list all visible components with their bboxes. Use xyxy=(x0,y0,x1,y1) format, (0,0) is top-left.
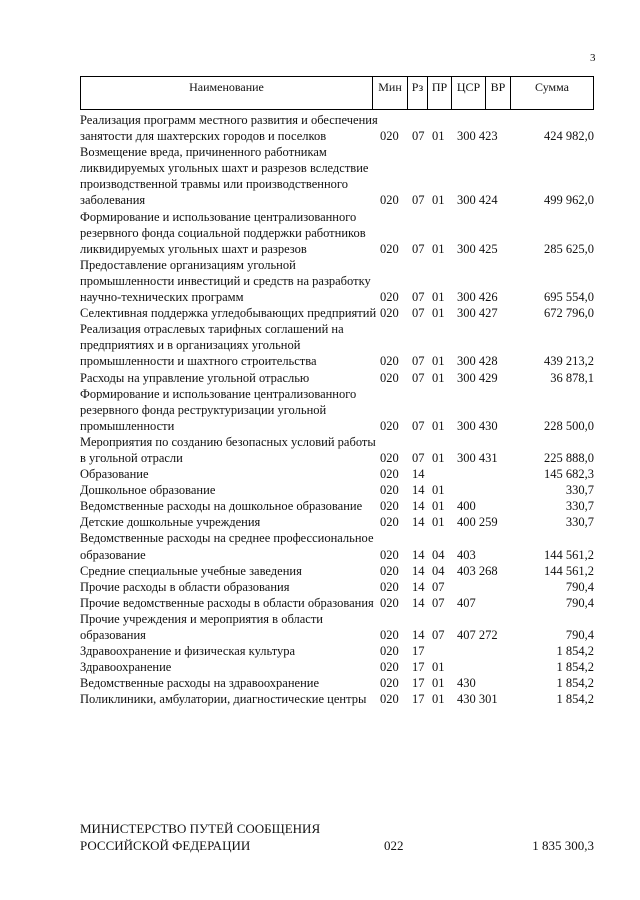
row-min: 020 xyxy=(380,547,399,562)
row-min: 020 xyxy=(380,644,399,659)
row-min: 020 xyxy=(380,692,399,707)
row-sum: 1 854,2 xyxy=(556,692,594,707)
header-vr: ВР xyxy=(486,77,511,109)
header-sum: Сумма xyxy=(535,80,569,94)
row-min: 020 xyxy=(380,499,399,514)
row-pr: 01 xyxy=(432,306,445,321)
table-row xyxy=(80,257,594,305)
row-csr: 300 429 xyxy=(457,370,498,385)
row-csr: 407 xyxy=(457,595,476,610)
row-name: Формирование и использование централизованного резервного фонда реструктуризации угольной промышленности xyxy=(80,386,357,433)
row-rz: 14 xyxy=(412,628,425,642)
row-sum: 144 561,2 xyxy=(544,563,594,578)
row-min: 020 xyxy=(380,628,399,642)
row-min: 020 xyxy=(380,467,399,482)
row-min: 020 xyxy=(380,595,399,610)
row-pr: 01 xyxy=(432,483,445,498)
row-rz: 17 xyxy=(412,676,425,691)
row-min: 020 xyxy=(380,515,399,530)
row-name: Мероприятия по созданию безопасных условий работы в угольной отрасли xyxy=(80,434,376,465)
row-pr: 01 xyxy=(432,241,445,256)
row-min: 020 xyxy=(380,563,399,578)
row-sum: 1 854,2 xyxy=(556,660,594,675)
row-pr: 04 xyxy=(432,563,445,578)
row-pr: 07 xyxy=(432,628,445,642)
row-rz: 07 xyxy=(412,418,425,433)
row-sum: 228 500,0 xyxy=(544,418,594,433)
header-rz: Рз xyxy=(408,77,428,109)
row-sum: 145 682,3 xyxy=(544,467,594,482)
row-min: 020 xyxy=(380,290,399,305)
row-pr: 01 xyxy=(432,370,445,385)
row-sum: 1 854,2 xyxy=(556,644,594,659)
header-pr: ПР xyxy=(428,77,452,109)
row-csr: 300 424 xyxy=(457,193,498,208)
row-csr: 300 427 xyxy=(457,306,498,321)
row-rz: 07 xyxy=(412,450,425,465)
row-rz: 14 xyxy=(412,547,425,562)
row-sum: 499 962,0 xyxy=(544,193,594,208)
row-pr: 01 xyxy=(432,692,445,707)
row-name: Селективная поддержка угледобывающих предприятий xyxy=(80,306,377,321)
table-row xyxy=(80,482,594,498)
row-name: Средние специальные учебные заведения xyxy=(80,563,302,578)
row-name: Здравоохранение и физическая культура xyxy=(80,644,296,659)
row-rz: 14 xyxy=(412,467,425,482)
row-sum: 790,4 xyxy=(565,595,594,610)
row-min: 020 xyxy=(380,579,399,594)
table-row xyxy=(80,305,594,321)
table-row xyxy=(80,643,594,659)
row-pr: 01 xyxy=(432,450,445,465)
table-row xyxy=(80,611,594,643)
ministry-name: МИНИСТЕРСТВО ПУТЕЙ СООБЩЕНИЯ РОССИЙСКОЙ ФЕДЕРАЦИИ xyxy=(80,821,321,853)
row-sum: 672 796,0 xyxy=(544,306,594,321)
row-name: Реализация отраслевых тарифных соглашений на предприятиях и в организациях угольной промышленности и шахтного строительства xyxy=(80,322,344,369)
row-name: Здравоохранение xyxy=(80,660,172,675)
row-pr: 01 xyxy=(432,676,445,691)
row-name: Детские дошкольные учреждения xyxy=(80,515,261,530)
table-body xyxy=(80,112,594,707)
row-sum: 790,4 xyxy=(565,628,594,642)
row-csr: 407 272 xyxy=(457,628,498,642)
row-name: Прочие учреждения и мероприятия в области образования xyxy=(80,611,323,642)
row-name: Предоставление организациям угольной промышленности инвестиций и средств на разработку научно-технических программ xyxy=(80,257,371,305)
row-rz: 07 xyxy=(412,354,425,369)
header-min: Мин xyxy=(373,77,408,109)
row-csr: 430 xyxy=(457,676,476,691)
header-name: Наименование xyxy=(81,77,373,109)
row-pr: 01 xyxy=(432,515,445,530)
row-pr: 01 xyxy=(432,418,445,433)
row-sum: 439 213,2 xyxy=(544,354,594,369)
table-row xyxy=(80,691,594,707)
row-rz: 07 xyxy=(412,129,425,144)
table-row xyxy=(80,675,594,691)
ministry-sum: 1 835 300,3 xyxy=(532,838,594,853)
row-rz: 14 xyxy=(412,515,425,530)
row-sum: 225 888,0 xyxy=(544,450,594,465)
table-row xyxy=(80,579,594,595)
row-min: 020 xyxy=(380,660,399,675)
table-header xyxy=(80,76,594,110)
row-name: Прочие ведомственные расходы в области образования xyxy=(80,595,374,610)
table-row xyxy=(80,595,594,611)
row-rz: 17 xyxy=(412,692,425,707)
row-sum: 695 554,0 xyxy=(544,290,594,305)
table-row xyxy=(80,144,594,208)
table-row xyxy=(80,386,594,434)
row-pr: 01 xyxy=(432,193,445,208)
row-min: 020 xyxy=(380,418,399,433)
row-sum: 424 982,0 xyxy=(544,129,594,144)
row-rz: 17 xyxy=(412,644,425,659)
row-csr: 430 301 xyxy=(457,692,498,707)
row-sum: 330,7 xyxy=(565,499,594,514)
row-rz: 14 xyxy=(412,483,425,498)
row-rz: 14 xyxy=(412,579,425,594)
row-name: Реализация программ местного развития и обеспечения занятости для шахтерских городов и поселков xyxy=(80,113,378,144)
row-rz: 07 xyxy=(412,193,425,208)
row-sum: 144 561,2 xyxy=(544,547,594,562)
table-row xyxy=(80,530,594,562)
row-rz: 07 xyxy=(412,290,425,305)
ministry-row xyxy=(80,820,594,854)
row-pr: 04 xyxy=(432,547,445,562)
row-name: Поликлиники, амбулатории, диагностические центры xyxy=(80,692,367,707)
row-name: Образование xyxy=(80,467,149,482)
table-row xyxy=(80,321,594,369)
row-name: Прочие расходы в области образования xyxy=(80,579,290,594)
row-csr: 300 426 xyxy=(457,290,498,305)
row-name: Ведомственные расходы на здравоохранение xyxy=(80,676,320,691)
table-row xyxy=(80,563,594,579)
row-name: Формирование и использование централизованного резервного фонда социальной поддержки работников ликвидируемых угольных шахт и разрезов xyxy=(80,209,366,256)
row-min: 020 xyxy=(380,676,399,691)
table-row xyxy=(80,112,594,144)
row-min: 020 xyxy=(380,370,399,385)
row-pr: 01 xyxy=(432,660,445,675)
row-pr: 01 xyxy=(432,129,445,144)
row-csr: 403 268 xyxy=(457,563,498,578)
row-name: Ведомственные расходы на дошкольное образование xyxy=(80,499,363,514)
row-sum: 285 625,0 xyxy=(544,241,594,256)
header-csr: ЦСР xyxy=(452,77,486,109)
row-name: Дошкольное образование xyxy=(80,483,216,498)
table-row xyxy=(80,466,594,482)
row-min: 020 xyxy=(380,354,399,369)
row-csr: 300 425 xyxy=(457,241,498,256)
row-csr: 300 428 xyxy=(457,354,498,369)
table-row xyxy=(80,434,594,466)
row-min: 020 xyxy=(380,129,399,144)
row-name: Ведомственные расходы на среднее профессиональное образование xyxy=(80,531,374,562)
row-pr: 07 xyxy=(432,595,445,610)
row-min: 020 xyxy=(380,241,399,256)
page-number: 3 xyxy=(590,52,596,64)
row-rz: 14 xyxy=(412,499,425,514)
row-pr: 01 xyxy=(432,290,445,305)
row-sum: 330,7 xyxy=(565,483,594,498)
row-sum: 1 854,2 xyxy=(556,676,594,691)
row-pr: 01 xyxy=(432,354,445,369)
row-csr: 403 xyxy=(457,547,476,562)
row-rz: 07 xyxy=(412,306,425,321)
ministry-code: 022 xyxy=(384,838,404,853)
row-rz: 07 xyxy=(412,241,425,256)
table-row xyxy=(80,514,594,530)
row-rz: 17 xyxy=(412,660,425,675)
table-row xyxy=(80,498,594,514)
row-csr: 300 431 xyxy=(457,450,498,465)
row-rz: 14 xyxy=(412,595,425,610)
row-sum: 36 878,1 xyxy=(550,370,594,385)
row-min: 020 xyxy=(380,306,399,321)
table-row xyxy=(80,209,594,257)
row-name: Расходы на управление угольной отраслью xyxy=(80,370,310,385)
row-min: 020 xyxy=(380,450,399,465)
row-rz: 07 xyxy=(412,370,425,385)
row-min: 020 xyxy=(380,193,399,208)
row-csr: 400 259 xyxy=(457,515,498,530)
row-sum: 790,4 xyxy=(565,579,594,594)
row-pr: 01 xyxy=(432,499,445,514)
row-min: 020 xyxy=(380,483,399,498)
table-row xyxy=(80,370,594,386)
row-name: Возмещение вреда, причиненного работникам ликвидируемых угольных шахт и разрезов вследствие производственной травмы или производственного заболевания xyxy=(80,145,369,208)
row-csr: 300 423 xyxy=(457,129,498,144)
table-row xyxy=(80,659,594,675)
row-csr: 400 xyxy=(457,499,476,514)
row-csr: 300 430 xyxy=(457,418,498,433)
row-rz: 14 xyxy=(412,563,425,578)
row-sum: 330,7 xyxy=(565,515,594,530)
row-pr: 07 xyxy=(432,579,445,594)
